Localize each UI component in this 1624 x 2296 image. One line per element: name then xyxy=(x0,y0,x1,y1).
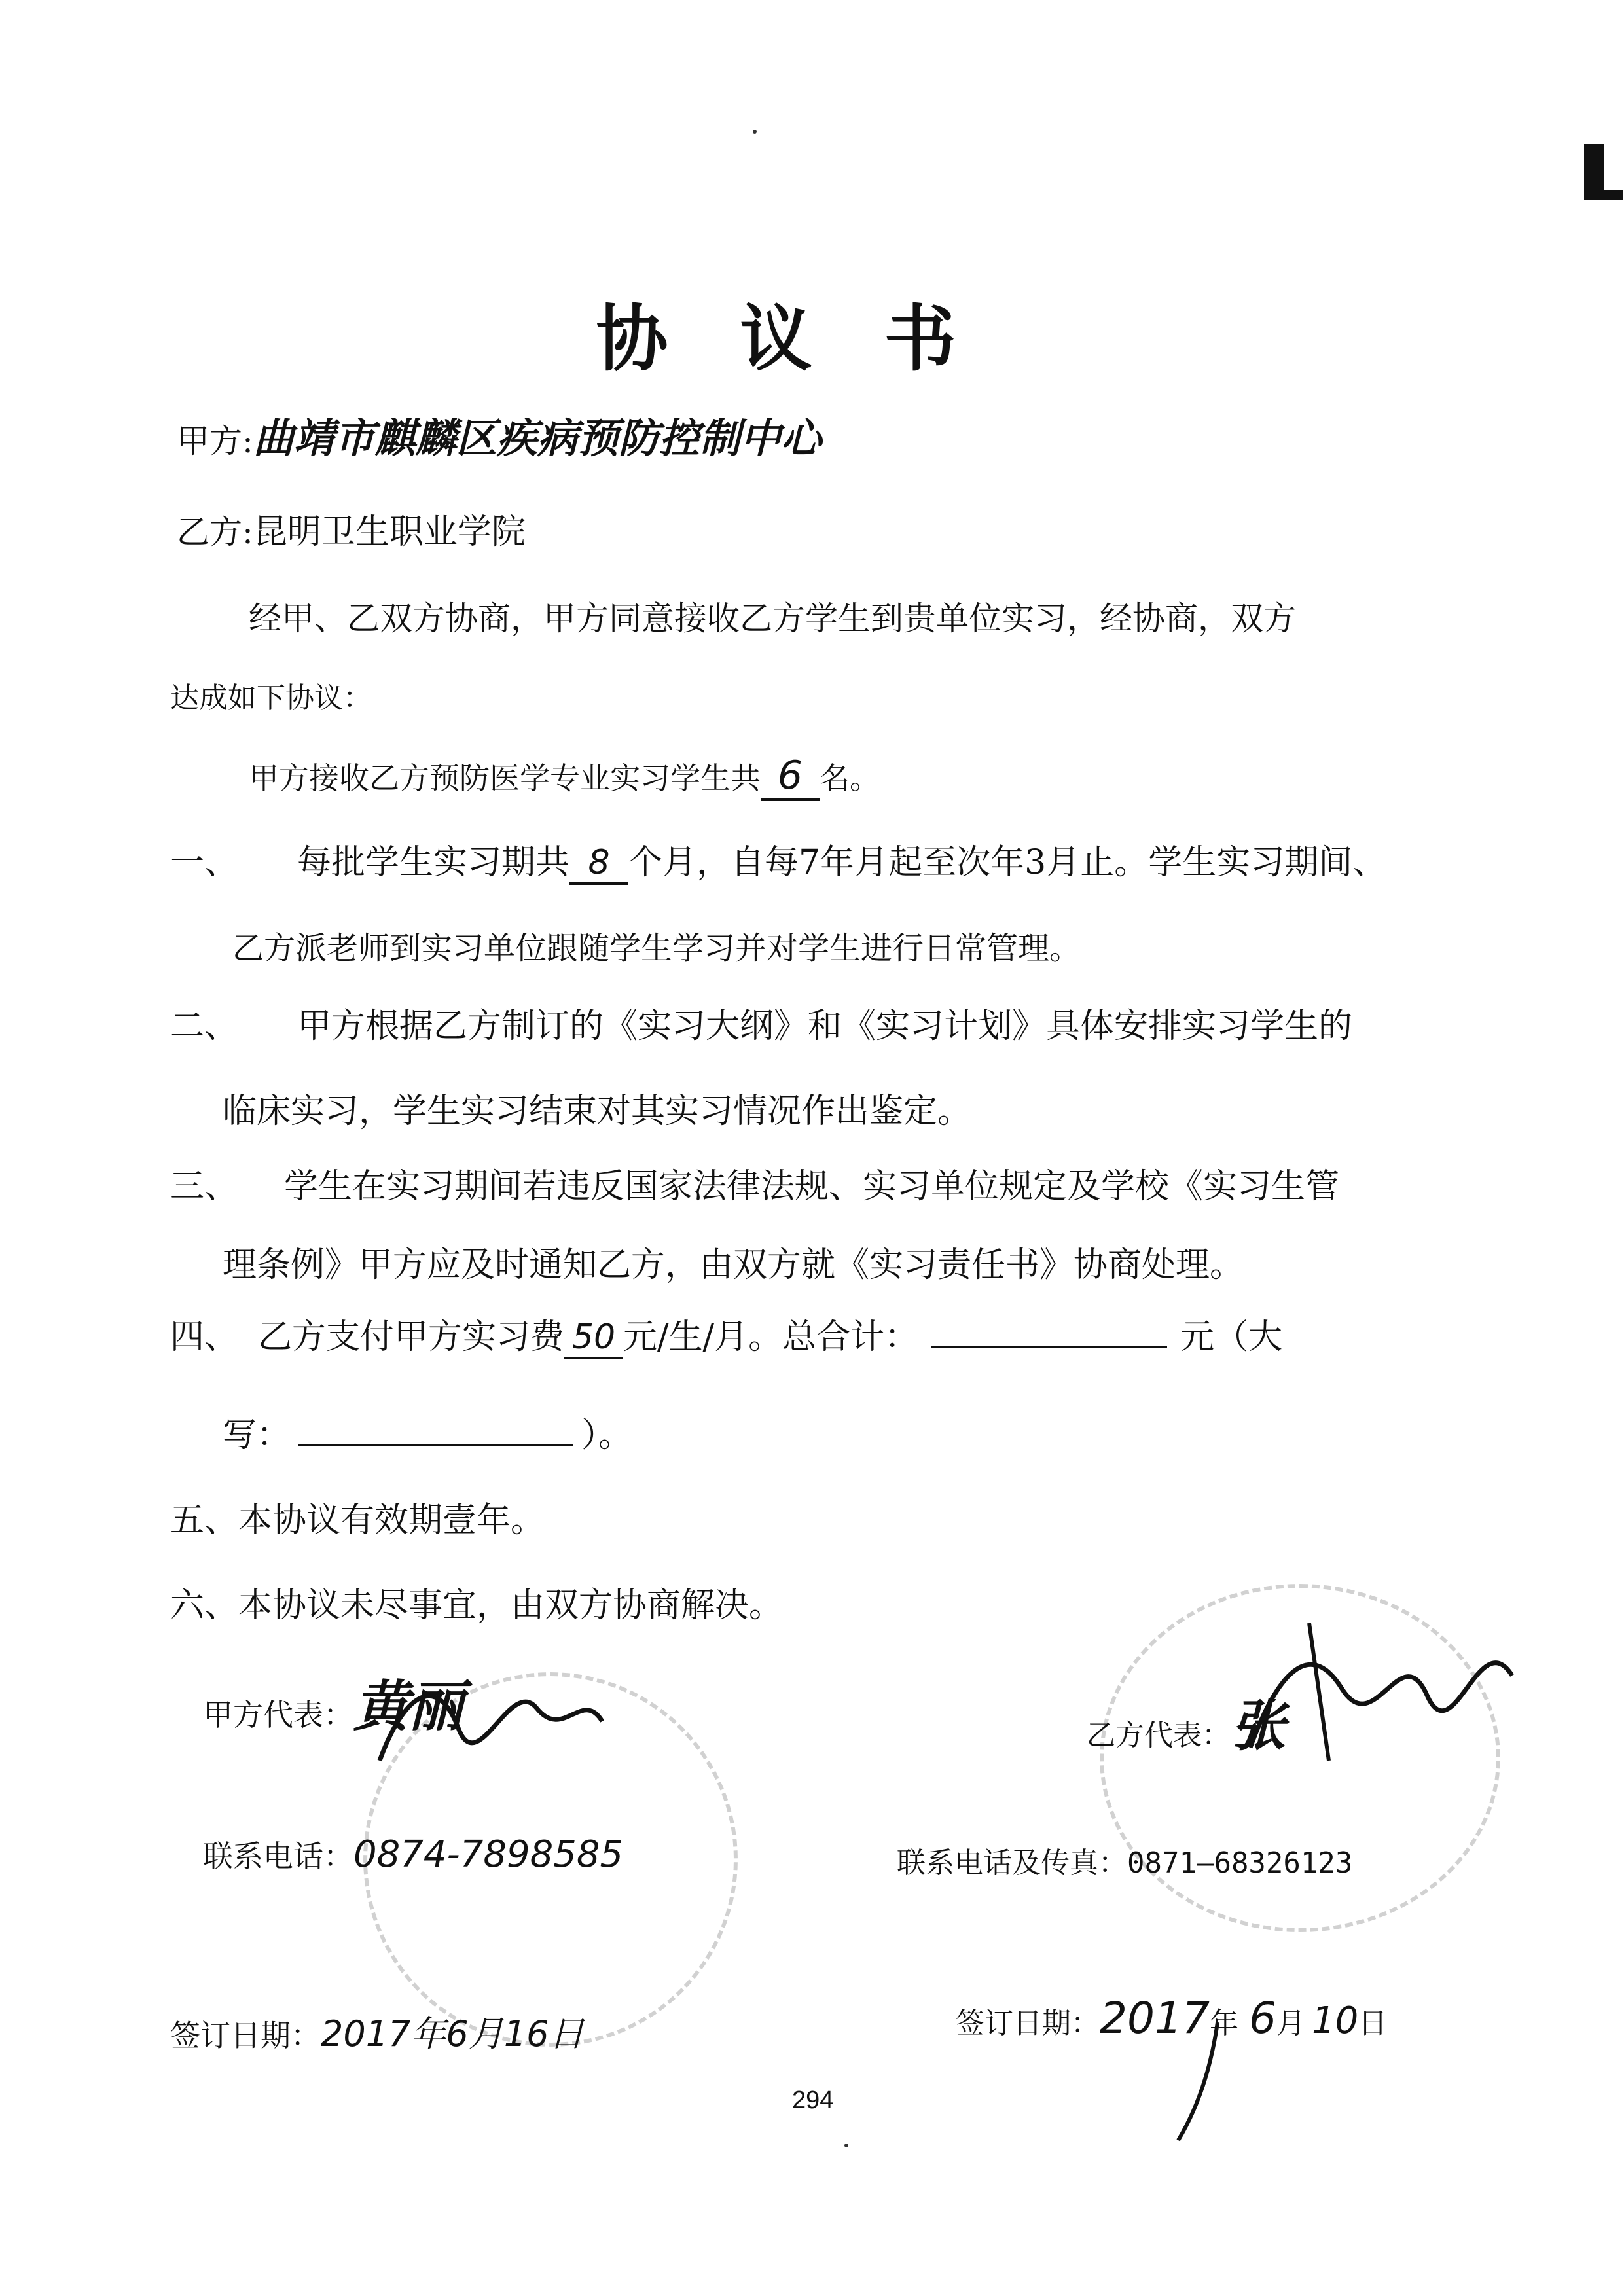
party-a-rep-label: 甲方代表： xyxy=(203,1697,353,1732)
party-b-contact-value: 0871—68326123 xyxy=(1127,1846,1353,1880)
clause-intern-count-suffix: 名。 xyxy=(820,761,880,796)
clause-intern-count xyxy=(249,753,880,801)
clause-intern-count-prefix: 甲方接收乙方预防医学专业实习学生共 xyxy=(249,761,761,796)
clause-4-line-1 xyxy=(170,1309,1282,1359)
total-amount-blank xyxy=(931,1314,1167,1348)
clause-2-line-1 xyxy=(170,998,1352,1047)
party-b-rep-signature: 张 xyxy=(1231,1694,1286,1758)
party-b-line xyxy=(177,504,526,553)
party-a-name: 曲靖市麒麟区疾病预防控制中心 xyxy=(253,414,821,462)
party-b-date-month-unit: 月 xyxy=(1276,2007,1305,2040)
clause-4-line-2 xyxy=(223,1407,632,1456)
clause-4-text-end: ）。 xyxy=(581,1416,633,1455)
party-a-signature-strokes xyxy=(367,1649,615,1780)
clause-4-text-c: 元（大 xyxy=(1180,1318,1283,1357)
document-title: 协议书 xyxy=(596,296,1028,381)
clause-5: 五、本协议有效期壹年。 xyxy=(170,1501,545,1540)
clause-1-line-1 xyxy=(170,834,1386,885)
party-b-date-year-unit: 年 xyxy=(1209,2007,1238,2040)
clause-3-text-1: 学生在实习期间若违反国家法律法规、实习单位规定及学校《实习生管 xyxy=(284,1167,1340,1206)
page-number: 294 xyxy=(792,2087,834,2114)
scan-edge-mark xyxy=(1584,190,1623,200)
party-a-date-label: 签订日期： xyxy=(170,2018,321,2053)
clause-4-number: 四、 xyxy=(170,1318,239,1357)
party-b-date-month: 6 xyxy=(1248,1993,1276,2043)
party-b-contact-label: 联系电话及传真： xyxy=(897,1846,1127,1880)
party-b-date-label: 签订日期： xyxy=(956,2007,1100,2040)
intro-line-1: 经甲、乙双方协商，甲方同意接收乙方学生到贵单位实习，经协商，双方 xyxy=(249,600,1296,637)
party-a-label: 甲方: xyxy=(177,422,253,460)
party-b-contact xyxy=(897,1839,1352,1881)
clause-1-number: 一、 xyxy=(170,843,239,882)
clause-3-line-1 xyxy=(170,1158,1339,1208)
party-b-date-day: 10 xyxy=(1311,2000,1359,2042)
clause-4-text-a: 乙方支付甲方实习费 xyxy=(258,1318,565,1357)
clause-3-number: 三、 xyxy=(170,1167,239,1206)
party-a-contact-label: 联系电话： xyxy=(203,1839,353,1874)
clause-1-text-b: 个月，自每7年月起至次年3月止。学生实习期间、 xyxy=(628,843,1387,882)
clause-3-line-2: 理条例》甲方应及时通知乙方，由双方就《实习责任书》协商处理。 xyxy=(223,1246,1244,1285)
internship-fee-value: 50 xyxy=(564,1318,623,1359)
party-b-date-year: 2017 xyxy=(1100,1993,1210,2043)
clause-2-number: 二、 xyxy=(170,1007,239,1046)
party-b-rep-label: 乙方代表： xyxy=(1087,1719,1231,1752)
intern-count-value: 6 xyxy=(761,753,820,801)
party-a-contact-value: 0874-7898585 xyxy=(353,1833,624,1876)
party-b-signature-strokes xyxy=(1231,1597,1532,1780)
scan-speck xyxy=(844,2144,848,2147)
date-flourish xyxy=(1165,2016,1244,2147)
clause-4-text-write: 写： xyxy=(223,1416,291,1455)
party-a-rep-signature: 黄丽 xyxy=(353,1674,464,1738)
party-a-contact xyxy=(203,1833,623,1876)
amount-in-words-blank xyxy=(298,1412,573,1446)
party-a-line xyxy=(177,406,821,464)
clause-4-text-b: 元/生/月。总合计： xyxy=(623,1318,919,1357)
clause-6: 六、本协议未尽事宜，由双方协商解决。 xyxy=(170,1586,784,1625)
party-b-label: 乙方: xyxy=(177,513,253,551)
party-a-date-value: 2017年6月16日 xyxy=(321,2013,585,2054)
clause-2-text-1: 甲方根据乙方制订的《实习大纲》和《实习计划》具体安排实习学生的 xyxy=(297,1007,1353,1046)
party-a-sign-date xyxy=(170,2006,585,2056)
party-b-date-day-unit: 日 xyxy=(1358,2007,1388,2040)
clause-2-line-2: 临床实习，学生实习结束对其实习情况作出鉴定。 xyxy=(223,1092,972,1131)
internship-months-value: 8 xyxy=(569,843,628,885)
scan-speck xyxy=(753,130,757,134)
clause-1-text-a: 每批学生实习期共 xyxy=(297,843,570,882)
intro-line-2: 达成如下协议： xyxy=(170,681,372,715)
clause-1-line-2: 乙方派老师到实习单位跟随学生学习并对学生进行日常管理。 xyxy=(232,930,1081,967)
party-b-name: 昆明卫生职业学院 xyxy=(253,512,526,552)
